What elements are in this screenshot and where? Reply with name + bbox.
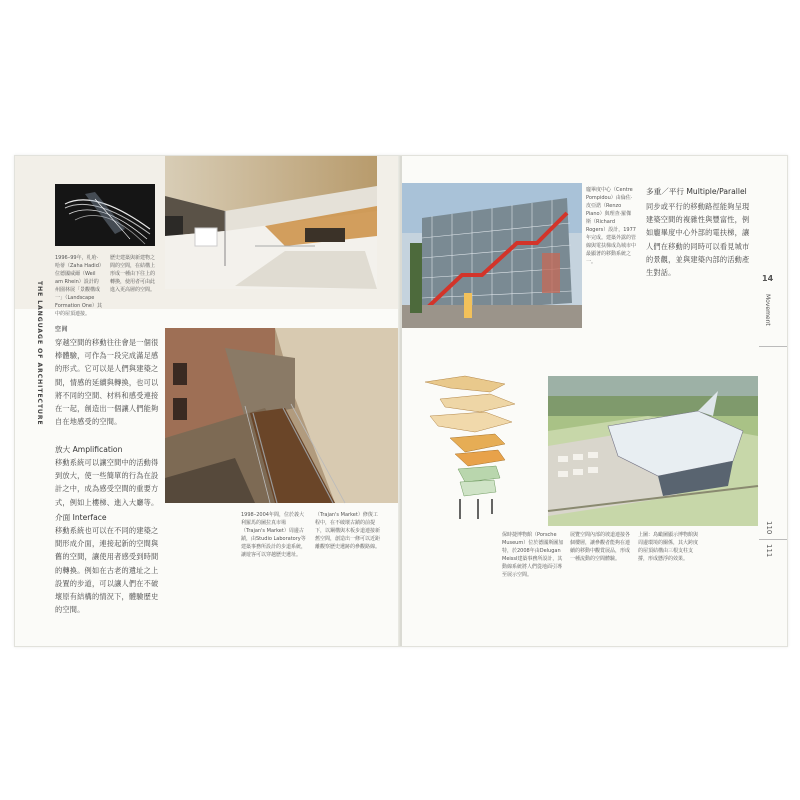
right-page (402, 156, 787, 646)
pompidou-photo (402, 183, 582, 328)
heading-interface: 介面 Interface (55, 513, 107, 522)
heading-amplification: 放大 Amplification (55, 445, 123, 454)
museum-aerial-photo (548, 376, 758, 526)
section-label: 空间 (55, 326, 69, 333)
page-number-110: 110 (765, 521, 773, 535)
caption-ruins-b: （Trajan's Market）修復工程中，在不破壞古蹟的前提下，以鋼構與木板步道連接新舊空間，創造出一條可以近距離觀察歷史遺跡的參觀路線。 (315, 512, 381, 550)
caption-museum-a: 保時捷博物館（Porsche Museum）位於德國斯圖加特，於2008年由Delugan Meissl建築事務所設計，其動線系統將人們從地面引導至展示空間。 (502, 532, 564, 578)
side-rule-top (759, 346, 787, 347)
spine-title: THE LANGUAGE OF ARCHITECTURE (36, 281, 43, 426)
text-interface: 移動系統也可以在不同的建築之間形成介面，連接起新的空間與舊的空間，讓使用者感受到時間的轉換。例如在古老的遺址之上設置的步道，可以讓人們在不破壞原有結構的情況下，體驗歷史的空間。 (55, 526, 159, 615)
heading-parallel: 多重／平行 Multiple/Parallel (646, 187, 747, 196)
left-page (15, 156, 400, 646)
zaha-render-photo (55, 184, 155, 246)
interior-corridor-photo (165, 156, 377, 289)
page-number-111: 111 (765, 544, 773, 558)
caption-pompidou: 龐畢度中心（Centre Pompidou）由倫佐·皮亞諾（Renzo Piano）與理查·羅傑斯（Richard Rogers）設計，1977年完成。建築外露的管線與電扶梯成為城市中最顯著的移動系統之一。 (586, 187, 637, 265)
intro-text: 穿越空間的移動往往會是一個很棒體驗，可作為一段完成滿足感的形式。它可以是人們與建築之間，情感的延續與轉換，也可以將不同的空間、材料和感受連接在一起，創造出一個讓人們能夠自在地感受的空間。 (55, 338, 159, 427)
book-spread (14, 155, 788, 647)
caption-ruins-a: 1998–2004年間，位於義大利羅馬的圖拉真市場（Trajan's Market）周邊古蹟，由Studio Laboratory等建築事務所設計的步道系統，讓遊客可以穿越歷史遺址。 (241, 512, 307, 558)
caption-interior: 歷史建築與新建物之間的空間，在結構上形成一種由下往上的轉換，使用者可由此進入更高層的空間。 (110, 255, 156, 293)
ruins-walkway-photo (165, 328, 398, 503)
side-tab-movement: Movement (764, 294, 771, 326)
caption-zaha: 1996–99年，札哈·哈蒂（Zaha Hadid）位德國威爾（Weil am Rhein）設計的州園林展「景觀構成一」（Landscape Formation One）其中的屋頂連接。 (55, 255, 103, 317)
text-parallel: 同步或平行的移動路徑能夠呈現建築空間的複雜性與豐富性，例如龐畢度中心外部的電扶梯，讓人們在移動的同時可以看見城市的景觀，並與建築內部的活動產生對話。 (646, 202, 750, 278)
text-amplification: 移動系統可以讓空間中的活動得到放大，使一些簡單的行為在設計之中，成為感受空間的重要方式，例如上樓梯、進入大廳等。 (55, 458, 159, 507)
caption-museum-b: 展覽空間內部的坡道連接各個樓層，讓參觀者能夠在連續的移動中觀賞展品，形成一種流動的空間體驗。 (570, 532, 631, 562)
side-rule-bottom (759, 539, 787, 540)
exploded-diagram (420, 374, 520, 524)
caption-museum-c: 上圖：鳥瞰圖顯示博物館與周邊環境的關係，其大跨度的屋頂結構由三根支柱支撐，形成懸浮的效果。 (638, 532, 699, 562)
chapter-number: 14 (762, 274, 774, 283)
